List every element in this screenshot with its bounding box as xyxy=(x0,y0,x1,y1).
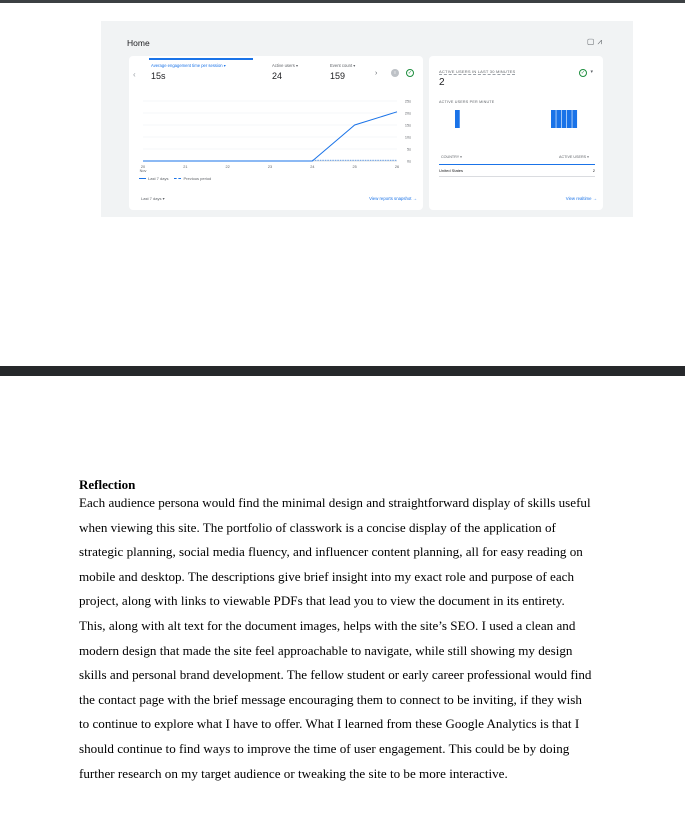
users-header-label: ACTIVE USERS xyxy=(559,155,587,159)
reflection-line: further research on my target audience or tweaking the site to be more interactive. xyxy=(79,765,508,781)
chart-legend xyxy=(139,176,211,181)
active-tab-indicator xyxy=(149,58,253,60)
chevron-right-icon[interactable]: › xyxy=(375,70,378,77)
y-tick-label: 10s xyxy=(404,135,411,140)
share-icon[interactable]: ▢ xyxy=(586,37,598,46)
x-tick-label: 25 xyxy=(352,165,357,169)
view-reports-snapshot-link[interactable] xyxy=(369,196,417,201)
tab-value: 15s xyxy=(151,71,166,81)
minute-bar xyxy=(572,110,577,128)
per-minute-title: ACTIVE USERS PER MINUTE xyxy=(439,100,495,104)
tab-label: Event count xyxy=(330,63,353,68)
country-column-header[interactable]: COUNTRY ▾ xyxy=(441,155,462,159)
compare-icon[interactable]: ≡ xyxy=(391,69,399,77)
share-insights-icons[interactable] xyxy=(587,37,605,47)
view-reports-label: View reports snapshot xyxy=(369,196,412,201)
reflection-line: strategic planning, social media fluency, and influencer content planning, all for easy reading on xyxy=(79,544,583,560)
y-tick-label: 15s xyxy=(404,123,411,128)
top-border xyxy=(0,0,685,3)
x-tick-label: 22 xyxy=(225,165,230,169)
y-tick-label: 5s xyxy=(406,147,411,152)
realtime-card xyxy=(429,56,603,210)
realtime-title[interactable]: ACTIVE USERS IN LAST 30 MINUTES xyxy=(439,69,516,74)
tab-label: Active users xyxy=(272,63,295,68)
page-separator xyxy=(0,366,685,376)
legend-current: Last 7 days xyxy=(148,176,169,181)
table-row-divider xyxy=(439,176,595,177)
engagement-line-chart xyxy=(129,96,423,176)
minute-bar xyxy=(551,110,556,128)
table-cell-users: 2 xyxy=(592,168,595,173)
minute-bar xyxy=(455,110,460,128)
y-tick-label: 25s xyxy=(404,99,411,104)
legend-swatch-current xyxy=(139,178,146,179)
minute-bar xyxy=(562,110,567,128)
overview-card xyxy=(129,56,423,210)
reflection-line: This, along with alt text for the document images, helps with the site’s SEO. I used a clean and xyxy=(79,617,576,633)
minute-bar xyxy=(567,110,572,128)
y-tick-label: 20s xyxy=(404,111,411,116)
check-circle-icon[interactable]: ✓ xyxy=(580,70,586,76)
table-header-divider xyxy=(439,164,595,165)
per-minute-bar-chart xyxy=(429,106,603,136)
tab-event-count[interactable]: Event count ▾ 159 xyxy=(330,63,356,81)
page-title: Home xyxy=(127,38,150,48)
tab-value: 24 xyxy=(272,71,283,81)
reflection-line: modern design that made the site feel approachable to navigate, while still showing my design xyxy=(79,642,573,658)
chevron-down-icon[interactable]: ▾ xyxy=(590,69,593,75)
x-tick-label: 21 xyxy=(183,165,188,169)
tab-active-users[interactable]: Active users ▾ 24 xyxy=(272,63,299,81)
series-line-last-7-days xyxy=(143,112,397,161)
reflection-line: Each audience persona would find the minimal design and straightforward display of skills useful xyxy=(79,495,591,510)
active-users-column-header[interactable]: ACTIVE USERS ▾ xyxy=(559,155,589,159)
legend-previous: Previous period xyxy=(183,176,212,181)
reflection-line: the contact page with the brief message encouraging them to connect to be inviting, if they wish xyxy=(79,691,582,707)
x-tick-label: 24 xyxy=(310,165,315,169)
reflection-line: project, along with links to viewable PDFs that lead you to view the document in its entirety. xyxy=(79,593,565,609)
reflection-line: to continue to explore what I have to offer. What I learned from these Google Analytics is that I xyxy=(79,716,580,732)
x-tick-label: 23 xyxy=(267,165,273,169)
table-cell-country: United States xyxy=(439,168,464,173)
tab-value: 159 xyxy=(330,71,346,81)
date-range-selector[interactable]: Last 7 days ▾ xyxy=(141,196,165,201)
chevron-left-icon[interactable]: ‹ xyxy=(133,70,136,79)
tab-label: Average engagement time per session xyxy=(151,63,223,68)
reflection-line: when viewing this site. The portfolio of classwork is a concise display of the application of xyxy=(79,519,556,535)
date-range-label: Last 7 days xyxy=(141,196,162,201)
legend-swatch-previous xyxy=(174,178,181,179)
minute-bar xyxy=(556,110,561,128)
insights-icon[interactable]: ⩘ xyxy=(597,37,605,46)
check-circle-icon[interactable]: ✓ xyxy=(407,70,413,76)
y-tick-label: 0s xyxy=(406,159,411,164)
view-realtime-link[interactable] xyxy=(566,196,597,201)
analytics-screenshot xyxy=(101,21,633,217)
reflection-line: skills and personal brand development. The fellow student or early career professional would find xyxy=(79,667,592,683)
tab-avg-engagement[interactable]: Average engagement time per session ▾ 15s xyxy=(151,63,226,81)
reflection-line: mobile and desktop. The descriptions give brief insight into my exact role and purpose of each xyxy=(79,568,575,584)
x-tick-label: 20 Nov xyxy=(139,165,147,174)
country-header-label: COUNTRY xyxy=(441,155,460,159)
arrow-right-icon: → xyxy=(412,196,417,201)
reflection-line: should continue to find ways to improve the time of user engagement. This could be by doing xyxy=(79,740,570,756)
view-realtime-label: View realtime xyxy=(565,196,592,201)
arrow-right-icon: → xyxy=(592,196,597,201)
reflection-heading: Reflection xyxy=(79,477,136,492)
reflection-paragraph xyxy=(79,491,619,786)
x-tick-label: 26 xyxy=(394,165,400,169)
realtime-value: 2 xyxy=(439,77,445,88)
